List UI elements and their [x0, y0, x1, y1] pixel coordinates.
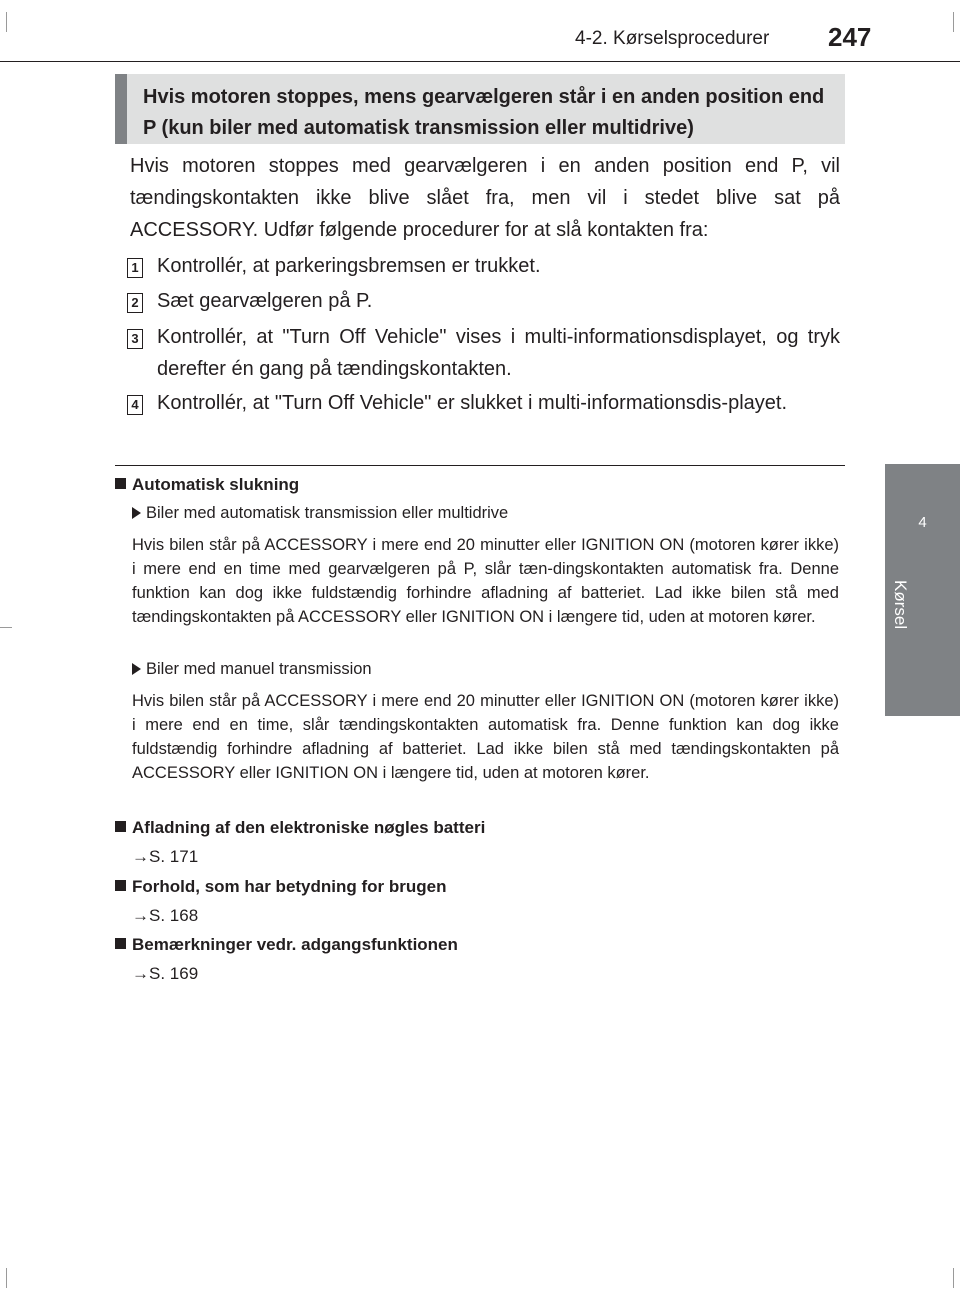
note-paragraph: Hvis bilen står på ACCESSORY i mere end 20 minutter eller IGNITION ON (motoren kører ikke) i mere end en time, slår tændingskontakten automatisk fra. Denne funktion kan dog ikke fuldstændig forhindre afladning af batteriet. Lad ikke bilen stå med tændingskontakten på ACCESSORY eller IGNITION ON i længere tid, uden at motoren kører. — [132, 692, 839, 782]
section-heading-box — [115, 74, 845, 144]
note-heading — [115, 818, 485, 838]
page-reference: →S. 171 — [132, 847, 199, 866]
note-heading-text: Afladning af den elektroniske nøgles batteri — [132, 818, 486, 837]
square-bullet-icon — [115, 880, 126, 891]
chapter-number: 4 — [918, 514, 927, 531]
square-bullet-icon — [115, 938, 126, 949]
square-bullet-icon — [115, 478, 126, 489]
step-number: 2 — [127, 293, 143, 313]
page-reference: →S. 169 — [132, 964, 199, 983]
note-heading-text: Automatisk slukning — [132, 475, 300, 494]
crop-mark — [953, 12, 954, 32]
page-number: 247 — [828, 22, 872, 52]
sub-heading-text: Biler med manuel transmission — [146, 660, 372, 678]
note-heading — [115, 475, 299, 495]
step-text: Sæt gearvælgeren på P. — [157, 290, 373, 312]
step-number: 3 — [127, 329, 143, 349]
note-heading-text: Bemærkninger vedr. adgangsfunktionen — [132, 935, 458, 954]
step-text: Kontrollér, at "Turn Off Vehicle" vises i multi-informationsdisplayet, og tryk derefter én gang på tændingskontakten. — [157, 326, 840, 380]
crop-mark — [953, 1268, 954, 1288]
note-heading-text: Forhold, som har betydning for brugen — [132, 877, 447, 896]
triangle-bullet-icon — [132, 663, 141, 675]
crop-mark — [6, 12, 7, 32]
step-number: 1 — [127, 258, 143, 278]
note-heading — [115, 935, 458, 955]
triangle-bullet-icon — [132, 507, 141, 519]
section-heading: Hvis motoren stoppes, mens gearvælgeren står i en anden position end P (kun biler med automatisk transmission eller multidrive) — [143, 86, 825, 139]
chapter-label: Kørsel — [891, 580, 910, 630]
note-paragraph: Hvis bilen står på ACCESSORY i mere end 20 minutter eller IGNITION ON (motoren kører ikke) i mere end en time med gearvælgeren på P, slår tæn-dingskontakten automatisk fra. Denne funktion kan dog ikke fuldstændig forhindre afladning af batteriet. Lad ikke bilen stå med tændingskontakten på ACCESSORY eller IGNITION ON i længere tid, uden at motoren kører. — [132, 536, 839, 626]
step-text: Kontrollér, at parkeringsbremsen er trukket. — [157, 255, 541, 277]
section-title: 4-2. Kørselsprocedurer — [575, 28, 770, 49]
square-bullet-icon — [115, 821, 126, 832]
crop-mark — [6, 1268, 7, 1288]
page-reference: →S. 168 — [132, 906, 199, 925]
sub-heading — [132, 504, 508, 523]
step-text: Kontrollér, at "Turn Off Vehicle" er slukket i multi-informationsdis-playet. — [157, 392, 788, 414]
header-divider — [0, 61, 960, 62]
intro-paragraph: Hvis motoren stoppes med gearvælgeren i en anden position end P, vil tændingskontakten ikke blive slået fra, men vil i stedet blive sat på ACCESSORY. Udfør følgende procedurer for at slå kontakten fra: — [130, 155, 840, 241]
sub-heading-text: Biler med automatisk transmission eller multidrive — [146, 504, 509, 522]
notes-divider — [115, 465, 845, 466]
step-number: 4 — [127, 395, 143, 415]
note-heading — [115, 877, 447, 897]
sub-heading — [132, 660, 372, 679]
crop-mark — [0, 627, 12, 628]
